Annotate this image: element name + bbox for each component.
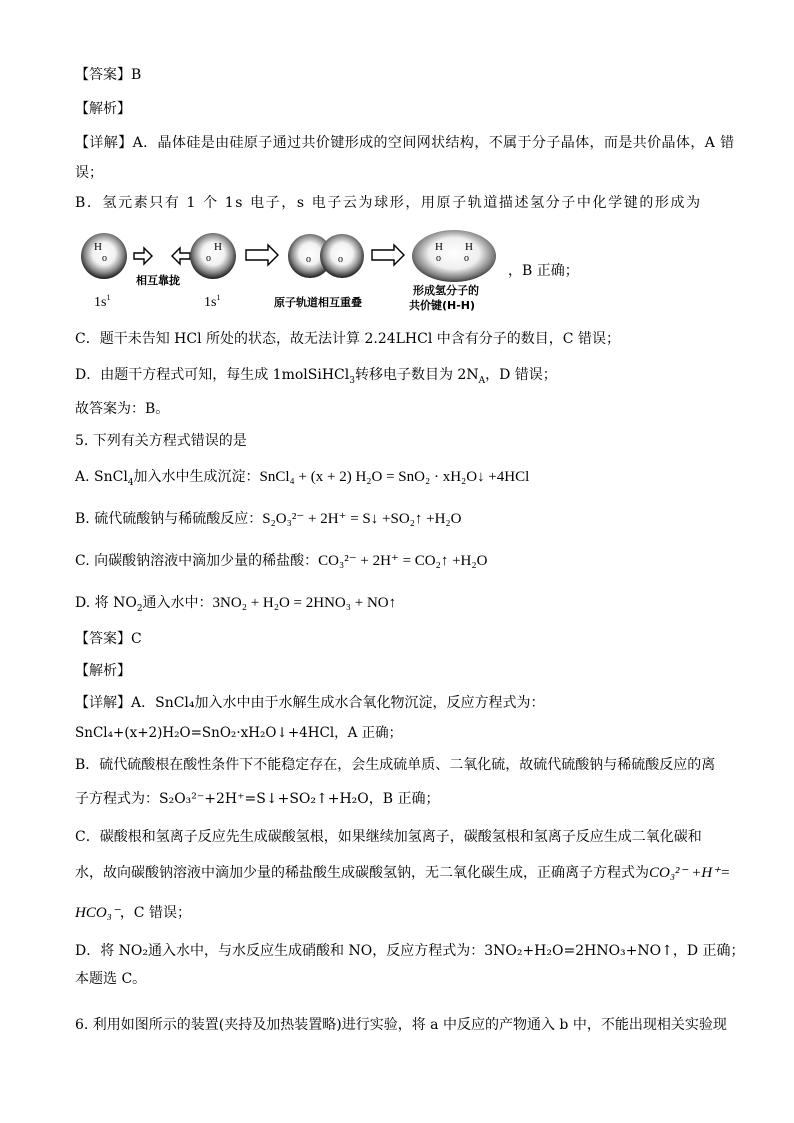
q5-detail-c-line2: 水，故向碳酸钠溶液中滴加少量的稀盐酸生成碳酸氢钠，无二氧化碳生成，正确离子方程式为CO₃²⁻ +H⁺= bbox=[75, 865, 731, 881]
label-approach: 相互靠拢 bbox=[136, 274, 180, 287]
detail-tag: 【详解】 bbox=[75, 135, 133, 151]
atom-h-label: H bbox=[94, 241, 102, 253]
q5-stem: 5. 下列有关方程式错误的是 bbox=[75, 433, 247, 449]
q5-option-b: B. 硫代硫酸钠与稀硫酸反应：S₂O₃²⁻ + 2H⁺ = S↓ +SO₂↑ +H₂O bbox=[75, 511, 462, 527]
q4-detail-d: D．由题干方程式可知，每生成 1molSiHCl$_3$转移电子数目为 $2N_A$，D 错误； bbox=[75, 367, 557, 386]
q4-detail-b-end: ，B 正确； bbox=[508, 263, 579, 279]
svg-text:H: H bbox=[214, 241, 222, 253]
option-c-equation: CO₃²⁻ + 2H⁺ = CO₂↑ +H₂O bbox=[318, 553, 488, 569]
q5-answer-line: 【答案】C bbox=[75, 631, 142, 647]
q5-detail-c-line1: C．碳酸根和氢离子反应先生成碳酸氢根，如果继续加氢离子，碳酸氢根和氢离子反应生成二氧化碳和 bbox=[75, 829, 702, 845]
q4-answer-line bbox=[75, 66, 141, 84]
approach-arrows-icon bbox=[134, 248, 190, 264]
label-1s-left: $1s^1$ bbox=[94, 293, 111, 310]
q4-detail-b: B．氢元素只有 1 个 1s 电子，s 电子云为球形，用原子轨道描述氢分子中化学键的形成为 bbox=[75, 195, 702, 211]
h-atom-orbital-right bbox=[190, 233, 236, 279]
q5-detail-d: D．将 NO₂通入水中，与水反应生成硝酸和 NO，反应方程式为：3NO₂+H₂O=2HNO₃+NO↑，D 正确； bbox=[75, 943, 745, 959]
label-overlap: 原子轨道相互重叠 bbox=[274, 296, 362, 309]
atom-nucleus-label: o bbox=[102, 253, 107, 264]
svg-text:o: o bbox=[306, 254, 311, 265]
h2-molecule-orbital bbox=[412, 230, 496, 282]
q4-analysis-tag: 【解析】 bbox=[75, 101, 131, 117]
svg-text:o: o bbox=[338, 254, 343, 265]
svg-text:o: o bbox=[206, 253, 211, 264]
q4-conclusion: 故答案为：B。 bbox=[75, 401, 170, 417]
orbital-overlap-diagram bbox=[80, 228, 580, 312]
svg-text:H: H bbox=[435, 241, 443, 253]
label-bond-2: 共价键(H-H) bbox=[409, 299, 476, 312]
q5-option-c: C. 向碳酸钠溶液中滴加少量的稀盐酸：CO₃²⁻ + 2H⁺ = CO₂↑ +H₂O bbox=[75, 553, 488, 569]
label-1s-right: $1s^1$ bbox=[204, 293, 221, 310]
svg-text:o: o bbox=[464, 253, 469, 264]
q5-analysis-tag: 【解析】 bbox=[75, 663, 131, 679]
option-d-equation: 3NO₂ + H₂O = 2HNO₃ + NO↑ bbox=[212, 595, 397, 611]
hco3-equation: HCO₃⁻ bbox=[75, 905, 120, 921]
answer-tag: 【答案】 bbox=[75, 67, 131, 83]
q5-option-d: D. 将 $NO_2$通入水中：3NO₂ + H₂O = 2HNO₃ + NO↑ bbox=[75, 595, 397, 614]
option-a-equation: SnCl₄ + (x + 2) H₂O = SnO₂ · xH₂O↓ +4HCl bbox=[259, 469, 530, 485]
label-bond-1: 形成氢分子的 bbox=[413, 284, 479, 297]
q5-option-a: A. SnCl$_4$加入水中生成沉淀：SnCl₄ + (x + 2) H₂O = SnO₂ · xH₂O↓ +4HCl bbox=[75, 469, 530, 488]
q4-detail-c: C．题干未告知 HCl 所处的状态，故无法计算 2.24LHCl 中含有分子的数目，C 错误； bbox=[75, 331, 620, 347]
option-b-equation: S₂O₃²⁻ + 2H⁺ = S↓ +SO₂↑ +H₂O bbox=[262, 511, 462, 527]
svg-text:H: H bbox=[465, 241, 473, 253]
answer-value: C bbox=[131, 631, 142, 647]
detail-a-text: A．晶体硅是由硅原子通过共价键形成的空间网状结构，不属于分子晶体，而是共价晶体，A 错 bbox=[132, 135, 735, 151]
q4-detail-a-line2: 误； bbox=[75, 165, 103, 181]
right-arrow-icon bbox=[372, 245, 404, 265]
answer-value: B bbox=[131, 67, 142, 83]
q4-detail-a-line1 bbox=[75, 134, 734, 152]
svg-text:o: o bbox=[436, 253, 441, 264]
q5-detail-b-line2: 子方程式为：S₂O₃²⁻+2H⁺=S↓+SO₂↑+H₂O，B 正确； bbox=[75, 791, 440, 807]
right-arrow-icon bbox=[246, 245, 278, 265]
detail-c-equation: CO₃²⁻ +H⁺= bbox=[649, 865, 731, 881]
q5-detail-b-line1: B．硫代硫酸根在酸性条件下不能稳定存在，会生成硫单质、二氧化硫，故硫代硫酸钠与稀硫酸反应的离 bbox=[75, 757, 716, 773]
q5-detail-c-line3: HCO₃⁻，C 错误； bbox=[75, 905, 191, 921]
q5-detail-a-line2: SnCl₄+(x+2)H₂O=SnO₂·xH₂O↓+4HCl，A 正确； bbox=[75, 725, 403, 741]
q5-conclusion: 本题选 C。 bbox=[75, 971, 147, 987]
q6-stem: 6. 利用如图所示的装置(夹持及加热装置略)进行实验，将 a 中反应的产物通入 b 中，不能出现相关实验现 bbox=[75, 1017, 727, 1033]
q5-detail-a-line1: 【详解】A．SnCl₄加入水中由于水解生成水合氧化物沉淀，反应方程式为： bbox=[75, 695, 545, 711]
